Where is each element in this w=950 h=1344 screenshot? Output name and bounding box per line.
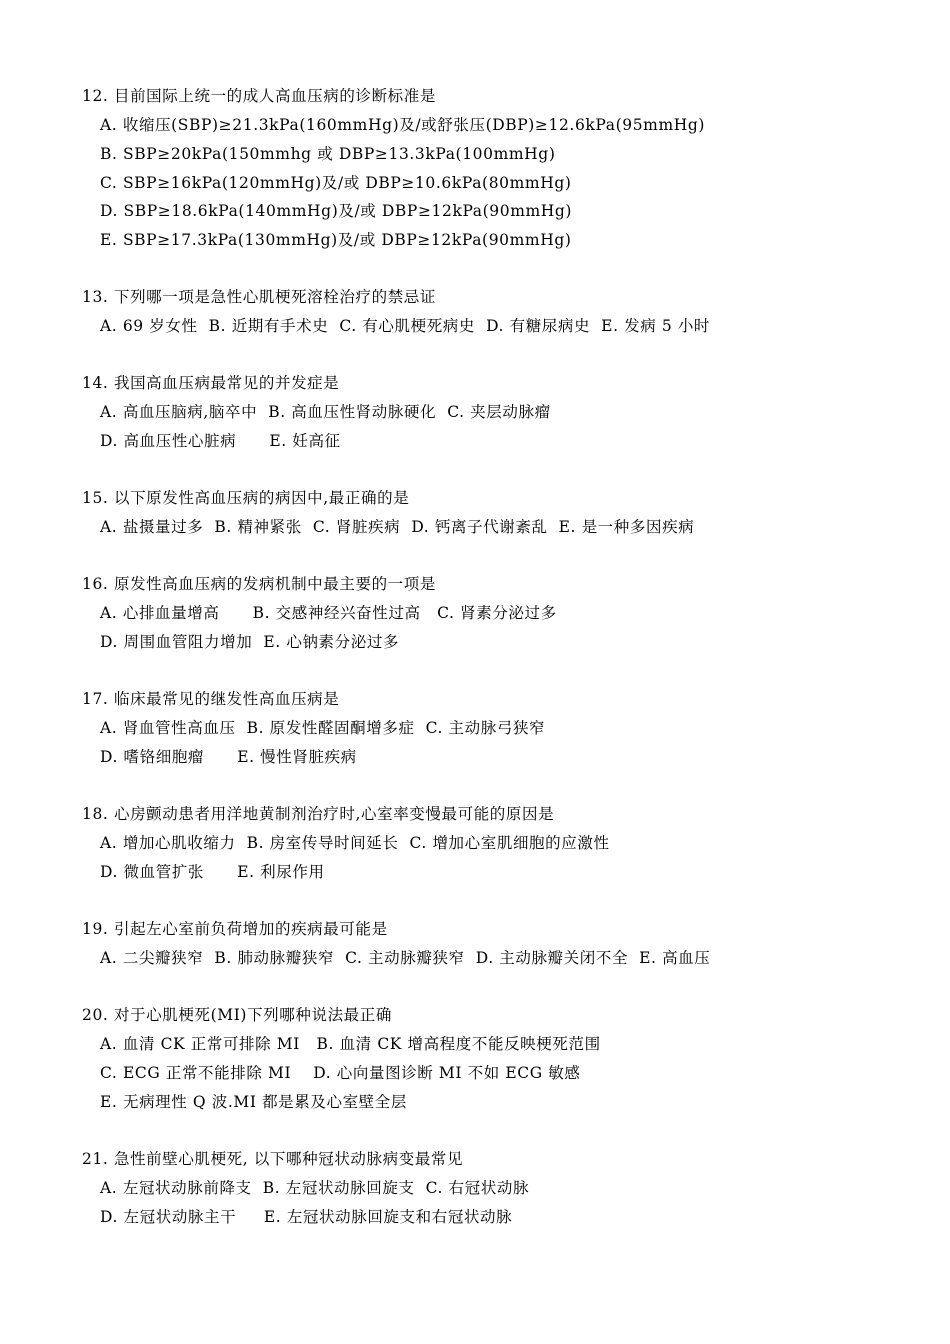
question-option-line: A. 收缩压(SBP)≥21.3kPa(160mmHg)及/或舒张压(DBP)≥12.6kPa(95mmHg) bbox=[100, 116, 706, 134]
question-title: 21. 急性前壁心肌梗死, 以下哪种冠状动脉病变最常见 bbox=[82, 1150, 464, 1168]
question-title: 14. 我国高血压病最常见的并发症是 bbox=[82, 374, 340, 392]
question-option-line: C. ECG 正常不能排除 MI D. 心向量图诊断 MI 不如 ECG 敏感 bbox=[100, 1064, 581, 1082]
question-title: 15. 以下原发性高血压病的病因中,最正确的是 bbox=[82, 489, 410, 507]
question-option-line: B. SBP≥20kPa(150mmhg 或 DBP≥13.3kPa(100mmHg) bbox=[100, 145, 556, 163]
question-option-line: C. SBP≥16kPa(120mmHg)及/或 DBP≥10.6kPa(80mmHg) bbox=[100, 174, 572, 192]
question-title: 13. 下列哪一项是急性心肌梗死溶栓治疗的禁忌证 bbox=[82, 288, 436, 306]
question-option-line: D. 周围血管阻力增加 E. 心钠素分泌过多 bbox=[100, 633, 400, 651]
question-option-line: D. 左冠状动脉主干 E. 左冠状动脉回旋支和右冠状动脉 bbox=[100, 1208, 513, 1226]
question-option-line: D. 高血压性心脏病 E. 妊高征 bbox=[100, 432, 341, 450]
question-option-line: D. 微血管扩张 E. 利尿作用 bbox=[100, 863, 325, 881]
question-option-line: A. 盐摄量过多 B. 精神紧张 C. 肾脏疾病 D. 钙离子代谢紊乱 E. 是一种多因疾病 bbox=[100, 518, 695, 536]
question-option-line: D. 嗜铬细胞瘤 E. 慢性肾脏疾病 bbox=[100, 748, 357, 766]
question-option-line: A. 肾血管性高血压 B. 原发性醛固酮增多症 C. 主动脉弓狭窄 bbox=[100, 719, 546, 737]
question-title: 18. 心房颤动患者用洋地黄制剂治疗时,心室率变慢最可能的原因是 bbox=[82, 805, 555, 823]
question-option-line: A. 心排血量增高 B. 交感神经兴奋性过高 C. 肾素分泌过多 bbox=[100, 604, 557, 622]
question-title: 16. 原发性高血压病的发病机制中最主要的一项是 bbox=[82, 575, 436, 593]
question-option-line: E. 无病理性 Q 波.MI 都是累及心室壁全层 bbox=[100, 1093, 407, 1111]
question-option-line: A. 二尖瓣狭窄 B. 肺动脉瓣狭窄 C. 主动脉瓣狭窄 D. 主动脉瓣关闭不全 E. 高血压 bbox=[100, 949, 711, 967]
question-title: 12. 目前国际上统一的成人高血压病的诊断标准是 bbox=[82, 87, 436, 105]
question-option-line: E. SBP≥17.3kPa(130mmHg)及/或 DBP≥12kPa(90mmHg) bbox=[100, 231, 572, 249]
question-option-line: A. 69 岁女性 B. 近期有手术史 C. 有心肌梗死病史 D. 有糖尿病史 E. 发病 5 小时 bbox=[100, 317, 711, 335]
question-option-line: A. 左冠状动脉前降支 B. 左冠状动脉回旋支 C. 右冠状动脉 bbox=[100, 1179, 530, 1197]
question-option-line: A. 增加心肌收缩力 B. 房室传导时间延长 C. 增加心室肌细胞的应激性 bbox=[100, 834, 610, 852]
question-option-line: D. SBP≥18.6kPa(140mmHg)及/或 DBP≥12kPa(90mmHg) bbox=[100, 202, 573, 220]
question-title: 19. 引起左心室前负荷增加的疾病最可能是 bbox=[82, 920, 388, 938]
question-option-line: A. 血清 CK 正常可排除 MI B. 血清 CK 增高程度不能反映梗死范围 bbox=[100, 1035, 601, 1053]
question-title: 17. 临床最常见的继发性高血压病是 bbox=[82, 690, 340, 708]
question-title: 20. 对于心肌梗死(MI)下列哪种说法最正确 bbox=[82, 1006, 392, 1024]
question-option-line: A. 高血压脑病,脑卒中 B. 高血压性肾动脉硬化 C. 夹层动脉瘤 bbox=[100, 403, 551, 421]
